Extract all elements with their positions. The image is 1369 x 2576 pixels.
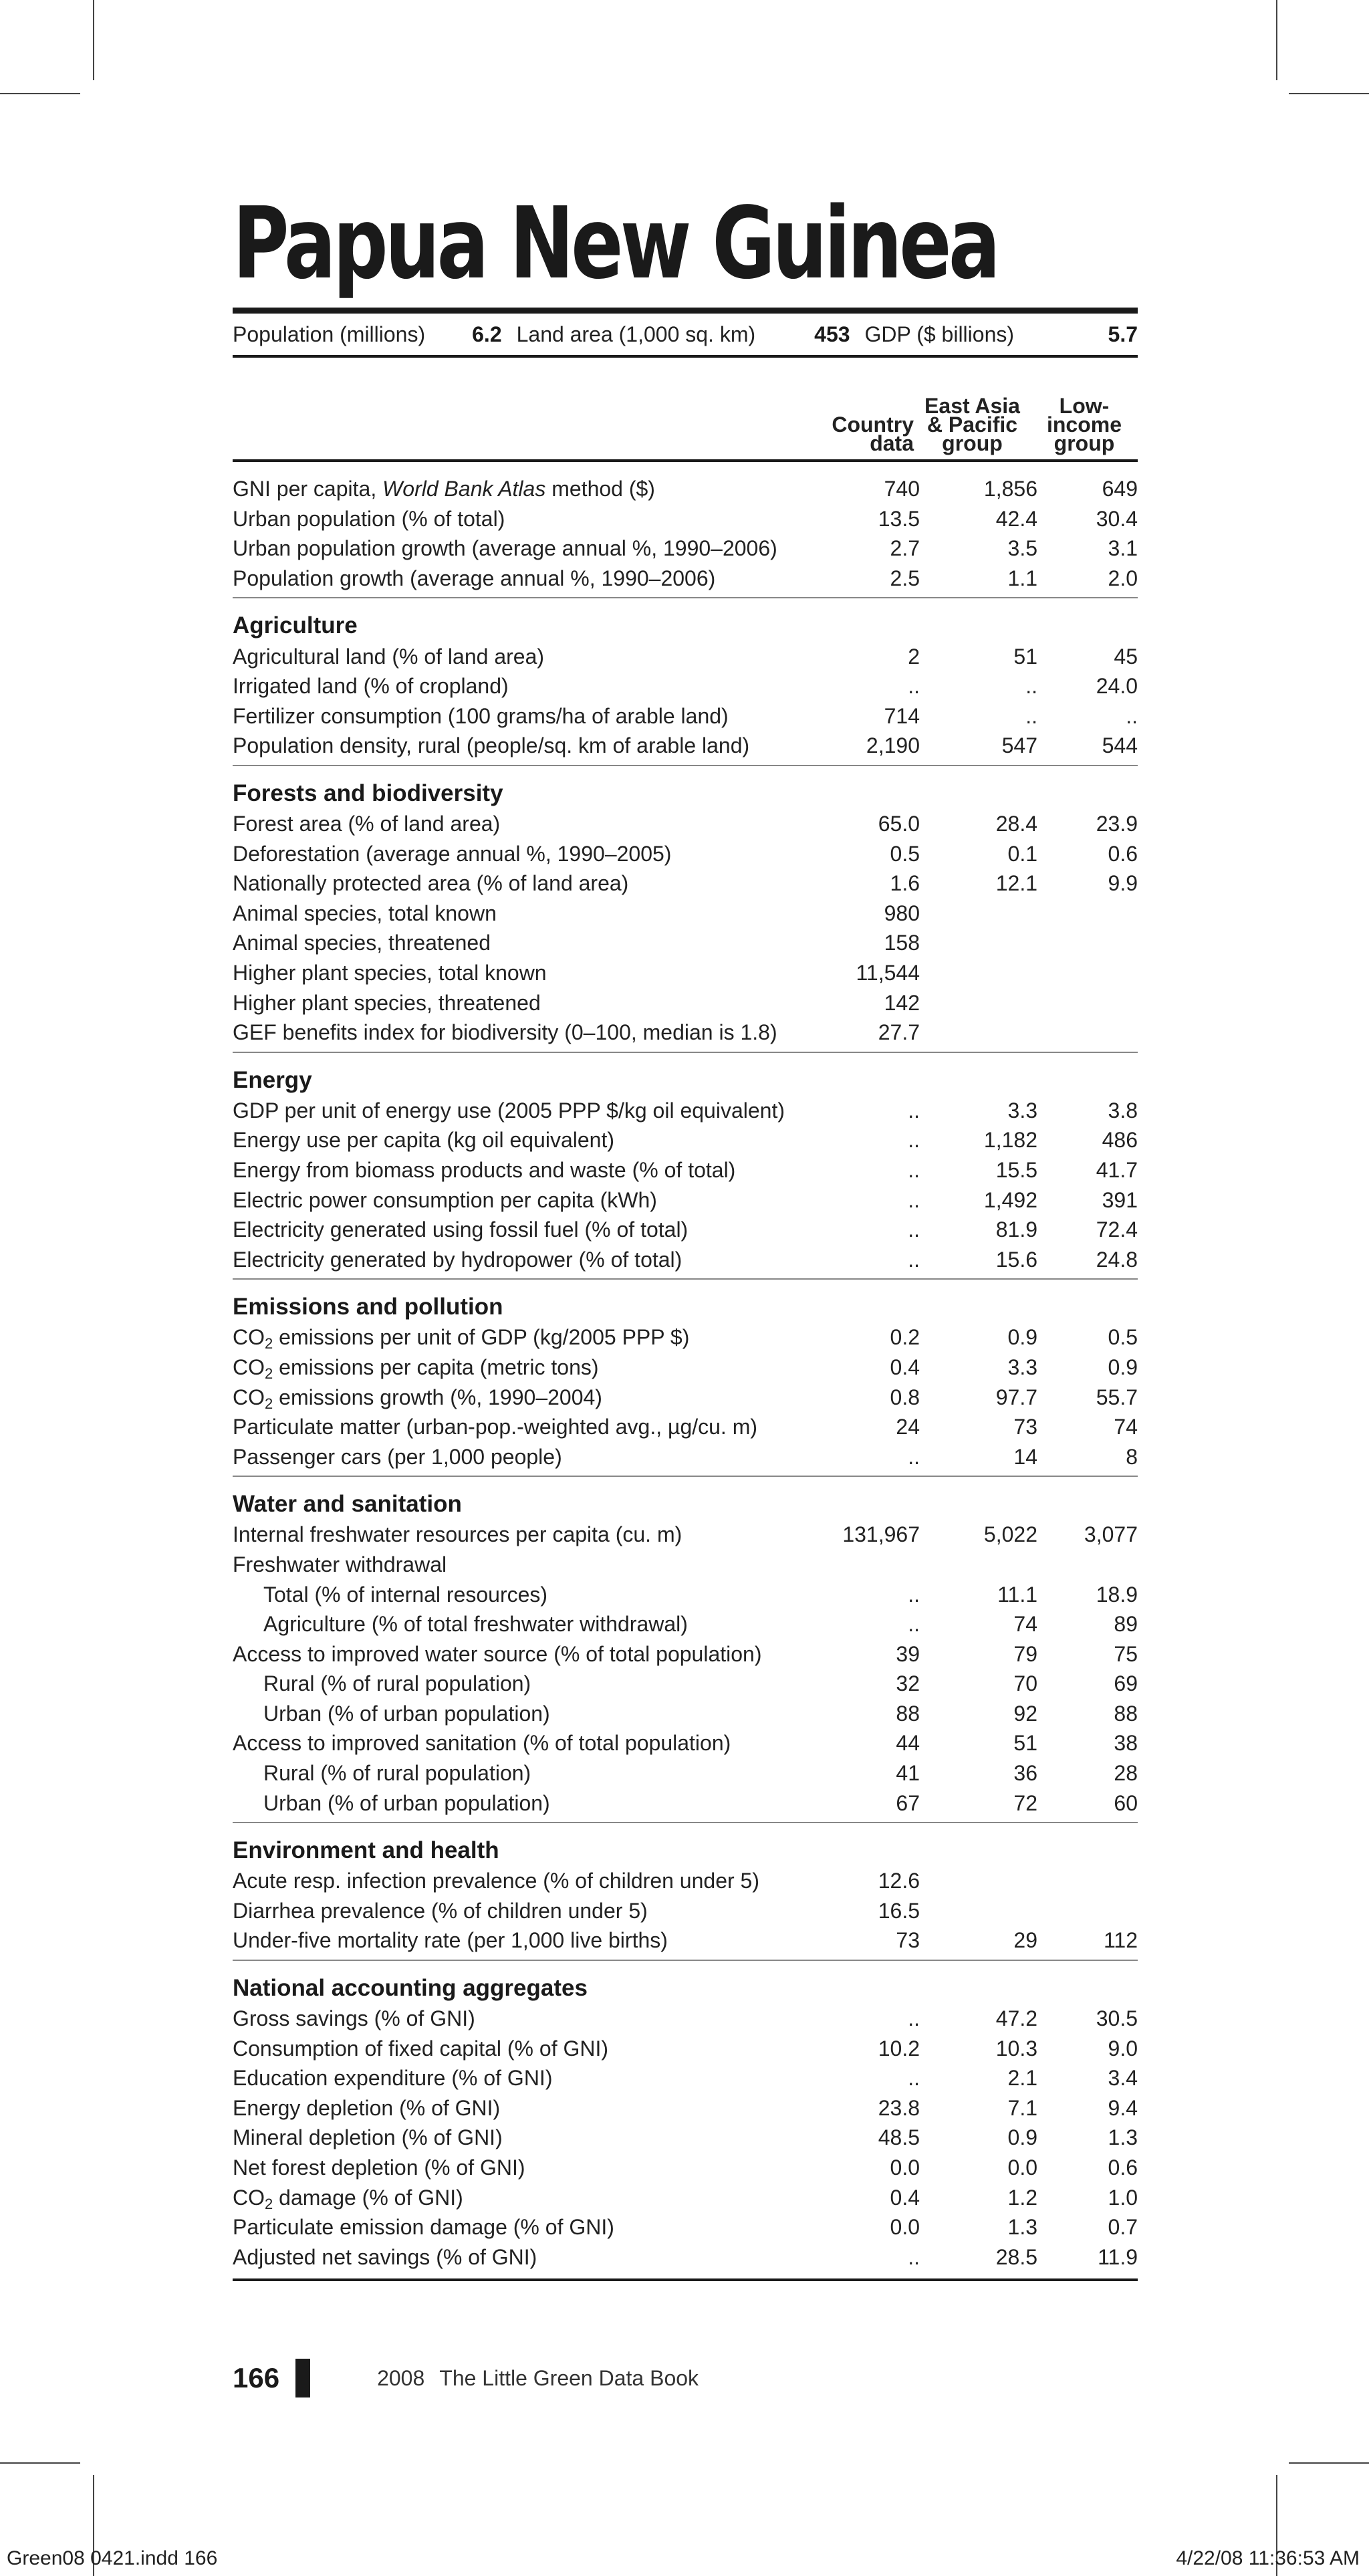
row-label: Irrigated land (% of cropland)	[233, 674, 509, 699]
table-row	[233, 641, 1138, 671]
value-region: 3.5	[1007, 536, 1037, 561]
row-label: $CO_2$ emissions per capita (metric tons)	[233, 1355, 599, 1382]
row-label: Urban (% of urban population)	[263, 1790, 550, 1815]
row-label: Electricity generated by hydropower (% of total)	[233, 1247, 682, 1272]
value-income: 8	[1126, 1444, 1138, 1469]
value-country: 0.8	[890, 1385, 920, 1409]
value-region: 74	[1013, 1612, 1037, 1637]
value-region: 29	[1013, 1928, 1037, 1953]
row-label: Under-five mortality rate (per 1,000 live births)	[233, 1928, 668, 1953]
value-income: 38	[1114, 1731, 1138, 1756]
value-income: 30.4	[1096, 506, 1138, 531]
row-label: Nationally protected area (% of land area)	[233, 871, 629, 896]
table-row	[233, 534, 1138, 564]
table-row	[233, 1788, 1138, 1818]
value-region: 1.3	[1007, 2215, 1037, 2240]
value-income: 1.0	[1108, 2185, 1138, 2210]
table-row	[233, 1412, 1138, 1442]
row-label: Particulate emission damage (% of GNI)	[233, 2215, 614, 2240]
row-label: Deforestation (average annual %, 1990–2005)	[233, 841, 672, 866]
value-income: 544	[1102, 733, 1138, 758]
value-income: 11.9	[1098, 2244, 1138, 2269]
value-income: 28	[1114, 1761, 1138, 1786]
emissions-rows	[233, 1412, 1138, 1472]
value-income: 0.6	[1108, 841, 1138, 866]
section-rule	[233, 597, 1138, 598]
table-row	[233, 1550, 1138, 1580]
value-region: 36	[1013, 1761, 1037, 1786]
table-row	[233, 1441, 1138, 1472]
value-income: 0.5	[1108, 1325, 1138, 1350]
value-country: ..	[908, 2244, 920, 2269]
value-income: 0.7	[1108, 2215, 1138, 2240]
value-income: 1.3	[1108, 2125, 1138, 2150]
print-slug-date: 4/22/08 11:36:53 AM	[1176, 2547, 1360, 2569]
value-region: 73	[1013, 1415, 1037, 1439]
value-income: 69	[1114, 1671, 1138, 1696]
value-region: 51	[1013, 1731, 1037, 1756]
overview-rows	[233, 504, 1138, 594]
value-country: 65.0	[878, 812, 920, 836]
value-country: 131,967	[842, 1522, 920, 1547]
row-label: Electric power consumption per capita (kWh)	[233, 1187, 657, 1212]
row-label: Education expenditure (% of GNI)	[233, 2066, 553, 2091]
column-header-income: Low- income group	[1046, 394, 1122, 455]
value-income: 24.0	[1096, 674, 1138, 699]
value-country: 41	[896, 1761, 920, 1786]
row-label: Freshwater withdrawal	[233, 1552, 447, 1576]
table-row	[233, 1096, 1138, 1126]
value-region: 11.1	[997, 1582, 1037, 1607]
row-label: GDP per unit of energy use (2005 PPP $/kg oil equivalent)	[233, 1098, 785, 1123]
row-label: Access to improved sanitation (% of total population)	[233, 1731, 731, 1756]
column-header-country: Country data	[832, 413, 914, 455]
table-row	[233, 731, 1138, 761]
value-region: 0.9	[1007, 2125, 1037, 2150]
column-header-region: East Asia & Pacific group	[924, 394, 1020, 455]
value-country: 0.0	[890, 2155, 920, 2180]
header-rule	[233, 459, 1138, 462]
table-row	[233, 1925, 1138, 1956]
value-country: 0.4	[890, 2185, 920, 2210]
row-label: Animal species, threatened	[233, 931, 491, 955]
value-income: 486	[1102, 1128, 1138, 1153]
crop-mark	[93, 0, 94, 80]
table-row	[233, 671, 1138, 701]
section-heading-emissions: Emissions and pollution	[233, 1294, 503, 1320]
row-label: $CO_2$ damage (% of GNI)	[233, 2185, 463, 2212]
footer-year: 2008	[377, 2365, 425, 2390]
row-label: $CO_2$ emissions per unit of GDP (kg/2005 PPP $)	[233, 1325, 690, 1353]
table-row	[233, 2004, 1138, 2034]
value-country: 158	[884, 931, 920, 955]
value-region: 3.3	[1007, 1098, 1037, 1123]
value-country: ..	[908, 1444, 920, 1469]
value-country: 13.5	[878, 506, 920, 531]
row-label: Higher plant species, threatened	[233, 990, 541, 1015]
row-label: Energy from biomass products and waste (% of total)	[233, 1157, 736, 1182]
section-heading-energy: Energy	[233, 1066, 312, 1093]
value-income: 3.8	[1108, 1098, 1138, 1123]
table-row	[233, 1758, 1138, 1788]
row-label: GEF benefits index for biodiversity (0–100, median is 1.8)	[233, 1020, 777, 1045]
value-region: 1,856	[983, 477, 1037, 501]
gdp-value: 5.7	[1108, 322, 1138, 346]
value-country: 67	[896, 1790, 920, 1815]
row-label: Fertilizer consumption (100 grams/ha of arable land)	[233, 703, 729, 728]
table-row	[233, 504, 1138, 534]
table-row	[233, 2182, 1138, 2212]
value-region: 2.1	[1007, 2066, 1037, 2091]
row-label: Particulate matter (urban-pop.-weighted avg., µg/cu. m)	[233, 1415, 758, 1439]
gdp-label: GDP ($ billions)	[864, 322, 1015, 346]
row-label: GNI per capita, World Bank Atlas method ($)	[233, 477, 655, 501]
value-country: 2	[908, 644, 920, 669]
value-region: 81.9	[995, 1217, 1037, 1242]
value-country: ..	[908, 2066, 920, 2091]
value-country: ..	[908, 1612, 920, 1637]
accounts-rows-b	[233, 2212, 1138, 2272]
value-country: 16.5	[878, 1898, 920, 1923]
value-region: 10.3	[995, 2036, 1037, 2061]
accounts-rows-a	[233, 2004, 1138, 2183]
table-row	[233, 1866, 1138, 1896]
row-label: Mineral depletion (% of GNI)	[233, 2125, 503, 2150]
value-region: 0.1	[1007, 841, 1037, 866]
value-income: 60	[1114, 1790, 1138, 1815]
value-country: ..	[908, 2006, 920, 2031]
value-income: 0.9	[1108, 1355, 1138, 1379]
value-region: 12.1	[995, 871, 1037, 896]
value-country: 24	[896, 1415, 920, 1439]
value-income: 23.9	[1096, 812, 1138, 836]
table-row	[233, 958, 1138, 988]
table-row	[233, 1896, 1138, 1926]
summary-bar	[233, 314, 1138, 355]
table-row	[233, 474, 1138, 504]
value-income: 391	[1102, 1187, 1138, 1212]
value-region: 51	[1013, 644, 1037, 669]
section-rule	[233, 1822, 1138, 1823]
value-region: ..	[1025, 674, 1037, 699]
value-country: 12.6	[878, 1869, 920, 1893]
value-country: 2.7	[890, 536, 920, 561]
value-country: ..	[908, 1098, 920, 1123]
value-country: 48.5	[878, 2125, 920, 2150]
value-income: 30.5	[1096, 2006, 1138, 2031]
land-area-value: 453	[814, 322, 850, 346]
table-row	[233, 1669, 1138, 1699]
value-country: 0.0	[890, 2215, 920, 2240]
value-region: 1.1	[1007, 566, 1037, 591]
value-income: 75	[1114, 1641, 1138, 1666]
value-region: 1.2	[1007, 2185, 1037, 2210]
row-label: Energy depletion (% of GNI)	[233, 2095, 501, 2120]
table-row	[233, 1639, 1138, 1669]
table-row	[233, 868, 1138, 899]
value-country: 142	[884, 990, 920, 1015]
table-row	[233, 809, 1138, 839]
section-heading-forests: Forests and biodiversity	[233, 780, 503, 806]
value-income: 3,077	[1084, 1522, 1138, 1547]
crop-mark	[1289, 93, 1369, 94]
table-row	[233, 2093, 1138, 2123]
row-label: Energy use per capita (kg oil equivalent)	[233, 1128, 614, 1153]
value-country: 10.2	[878, 2036, 920, 2061]
value-region: 14	[1013, 1444, 1037, 1469]
value-income: 649	[1102, 477, 1138, 501]
land-area-label: Land area (1,000 sq. km)	[516, 322, 756, 346]
value-income: 18.9	[1096, 1582, 1138, 1607]
section-heading-water: Water and sanitation	[233, 1491, 462, 1518]
value-income: 0.6	[1108, 2155, 1138, 2180]
row-label: Diarrhea prevalence (% of children under 5)	[233, 1898, 648, 1923]
value-region: 547	[1001, 733, 1037, 758]
table-row	[233, 2153, 1138, 2183]
row-label: Population density, rural (people/sq. km of arable land)	[233, 733, 750, 758]
value-region: 15.6	[995, 1247, 1037, 1272]
population-label: Population (millions)	[233, 322, 426, 346]
value-region: 7.1	[1007, 2095, 1037, 2120]
value-region: 28.4	[995, 812, 1037, 836]
table-row	[233, 1353, 1138, 1383]
value-country: 0.2	[890, 1325, 920, 1350]
value-region: 3.3	[1007, 1355, 1037, 1379]
table-row	[233, 1018, 1138, 1048]
title-rule	[233, 308, 1138, 314]
value-region: 70	[1013, 1671, 1037, 1696]
value-income: 89	[1114, 1612, 1138, 1637]
emissions-co2-rows	[233, 1322, 1138, 1412]
table-row	[233, 899, 1138, 929]
row-label: Net forest depletion (% of GNI)	[233, 2155, 525, 2180]
value-income: 74	[1114, 1415, 1138, 1439]
section-heading-health: Environment and health	[233, 1837, 499, 1863]
value-region: 0.0	[1007, 2155, 1037, 2180]
table-row	[233, 2063, 1138, 2093]
population-value: 6.2	[472, 322, 502, 346]
value-income: 3.1	[1108, 536, 1138, 561]
value-country: ..	[908, 1582, 920, 1607]
value-country: 23.8	[878, 2095, 920, 2120]
row-label: Rural (% of rural population)	[263, 1671, 531, 1696]
row-label: Consumption of fixed capital (% of GNI)	[233, 2036, 609, 2061]
section-rule	[233, 1960, 1138, 1961]
table-row	[233, 1609, 1138, 1639]
table-row	[233, 1699, 1138, 1729]
table-row	[233, 1579, 1138, 1609]
table-row	[233, 2033, 1138, 2063]
value-country: ..	[908, 674, 920, 699]
row-label: Access to improved water source (% of total population)	[233, 1641, 762, 1666]
value-country: 11,544	[856, 961, 920, 985]
row-label: Urban (% of urban population)	[263, 1701, 550, 1726]
value-country: 740	[884, 477, 920, 501]
value-income: 72.4	[1096, 1217, 1138, 1242]
health-rows	[233, 1866, 1138, 1956]
value-country: 2.5	[890, 566, 920, 591]
page-footer	[233, 2358, 699, 2398]
table-row	[233, 1322, 1138, 1353]
row-label: Passenger cars (per 1,000 people)	[233, 1444, 562, 1469]
value-country: ..	[908, 1128, 920, 1153]
country-page	[233, 186, 1138, 2281]
table-row	[233, 928, 1138, 958]
value-country: 0.4	[890, 1355, 920, 1379]
water-rows	[233, 1520, 1138, 1818]
value-region: 92	[1013, 1701, 1037, 1726]
value-region: 28.5	[995, 2244, 1037, 2269]
table-row	[233, 2212, 1138, 2242]
value-country: ..	[908, 1187, 920, 1212]
forests-rows	[233, 809, 1138, 1048]
row-label: Adjusted net savings (% of GNI)	[233, 2244, 537, 2269]
value-income: 41.7	[1096, 1157, 1138, 1182]
value-country: 1.6	[890, 871, 920, 896]
row-label: Agricultural land (% of land area)	[233, 644, 545, 669]
section-rule	[233, 1278, 1138, 1280]
crop-mark	[0, 93, 80, 94]
table-row	[233, 1244, 1138, 1274]
value-country: 73	[896, 1928, 920, 1953]
table-row	[233, 2123, 1138, 2153]
table-row	[233, 701, 1138, 731]
row-label: Gross savings (% of GNI)	[233, 2006, 475, 2031]
value-region: 47.2	[995, 2006, 1037, 2031]
value-country: 32	[896, 1671, 920, 1696]
value-country: 714	[884, 703, 920, 728]
value-region: ..	[1025, 703, 1037, 728]
crop-mark	[1276, 0, 1277, 80]
row-label: Urban population (% of total)	[233, 506, 505, 531]
value-income: 55.7	[1096, 1385, 1138, 1409]
value-region: 15.5	[995, 1157, 1037, 1182]
row-label: Internal freshwater resources per capita (cu. m)	[233, 1522, 682, 1547]
value-income: 2.0	[1108, 566, 1138, 591]
value-income: 9.9	[1108, 871, 1138, 896]
value-country: ..	[908, 1217, 920, 1242]
table-row	[233, 838, 1138, 868]
value-country: 27.7	[878, 1020, 920, 1045]
section-rule	[233, 1052, 1138, 1053]
row-label: Rural (% of rural population)	[263, 1761, 531, 1786]
table-row	[233, 564, 1138, 594]
value-region: 72	[1013, 1790, 1037, 1815]
value-region: 1,182	[983, 1128, 1037, 1153]
table-row	[233, 1215, 1138, 1245]
value-region: 42.4	[995, 506, 1037, 531]
value-country: ..	[908, 1247, 920, 1272]
page-number: 166	[233, 2362, 280, 2393]
row-label: Acute resp. infection prevalence (% of children under 5)	[233, 1869, 759, 1893]
value-income: 88	[1114, 1701, 1138, 1726]
table-row	[233, 1185, 1138, 1215]
value-region: 5,022	[983, 1522, 1037, 1547]
row-label: $CO_2$ emissions growth (%, 1990–2004)	[233, 1385, 602, 1412]
crop-mark	[0, 2462, 80, 2464]
value-country: 980	[884, 901, 920, 925]
value-country: 88	[896, 1701, 920, 1726]
table-row	[233, 2242, 1138, 2272]
table-row	[233, 987, 1138, 1018]
value-income: ..	[1126, 703, 1138, 728]
value-income: 24.8	[1096, 1247, 1138, 1272]
table-row	[233, 1728, 1138, 1758]
table-row	[233, 1155, 1138, 1185]
value-region: 0.9	[1007, 1325, 1037, 1350]
value-region: 79	[1013, 1641, 1037, 1666]
crop-mark	[1289, 2462, 1369, 2464]
section-rule	[233, 765, 1138, 766]
value-country: 2,190	[866, 733, 920, 758]
section-heading-agriculture: Agriculture	[233, 612, 358, 639]
row-label: Electricity generated using fossil fuel (% of total)	[233, 1217, 689, 1242]
value-income: 112	[1103, 1928, 1138, 1953]
value-country: 39	[896, 1641, 920, 1666]
value-income: 9.0	[1108, 2036, 1138, 2061]
value-income: 9.4	[1108, 2095, 1138, 2120]
agriculture-rows	[233, 641, 1138, 760]
table-row	[233, 1520, 1138, 1550]
row-label: Animal species, total known	[233, 901, 497, 925]
column-headers	[233, 358, 1138, 459]
footer-book-title: The Little Green Data Book	[439, 2365, 699, 2390]
row-label: Higher plant species, total known	[233, 961, 547, 985]
value-income: 3.4	[1108, 2066, 1138, 2091]
row-label: Forest area (% of land area)	[233, 812, 501, 836]
page-title: Papua New Guinea	[233, 186, 998, 301]
value-region: 1,492	[983, 1187, 1037, 1212]
row-label: Total (% of internal resources)	[263, 1582, 548, 1607]
energy-rows	[233, 1096, 1138, 1275]
section-heading-accounts: National accounting aggregates	[233, 1974, 588, 2001]
row-label: Agriculture (% of total freshwater withdrawal)	[263, 1612, 688, 1637]
row-label: Urban population growth (average annual %, 1990–2006)	[233, 536, 777, 561]
value-country: 44	[896, 1731, 920, 1756]
value-country: 0.5	[890, 841, 920, 866]
footer-bar	[295, 2359, 310, 2397]
row-label: Population growth (average annual %, 1990–2006)	[233, 566, 716, 591]
value-country: ..	[908, 1157, 920, 1182]
value-region: 97.7	[995, 1385, 1037, 1409]
table-row	[233, 1382, 1138, 1412]
table-bottom-rule	[233, 2278, 1138, 2281]
value-income: 45	[1114, 644, 1138, 669]
print-slug-file: Green08 0421.indd 166	[7, 2547, 218, 2569]
table-row	[233, 1125, 1138, 1155]
section-rule	[233, 1476, 1138, 1477]
